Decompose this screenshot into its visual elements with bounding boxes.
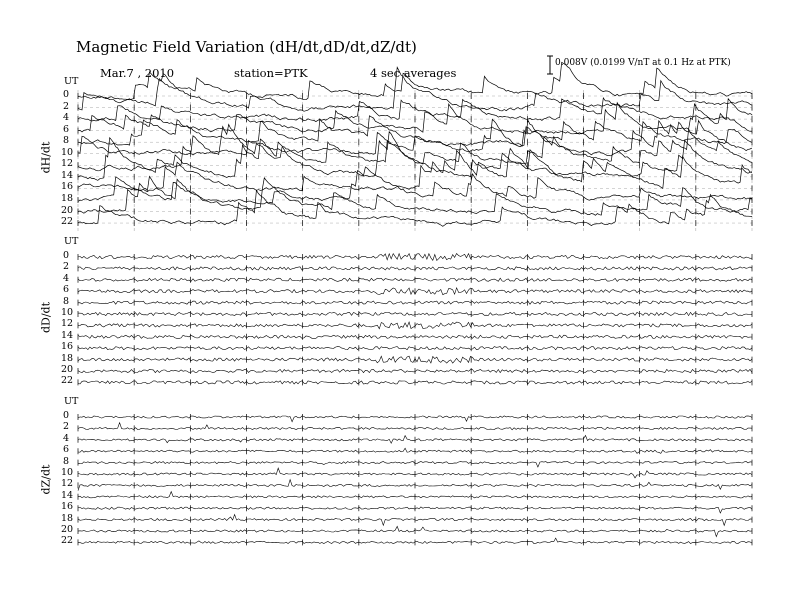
date-label: Mar.7 , 2010 — [100, 66, 175, 80]
row-label: 8 — [63, 295, 70, 307]
ut-label: UT — [64, 396, 79, 407]
row-label: 12 — [61, 478, 74, 490]
row-label: 12 — [61, 318, 74, 330]
row-label: 2 — [63, 261, 70, 273]
row-label: 0 — [63, 410, 70, 421]
row-label: 16 — [61, 181, 74, 193]
row-label: 8 — [63, 135, 70, 147]
row-label: 6 — [63, 444, 70, 456]
averaging-label: 4 sec averages — [370, 66, 457, 80]
row-label: 18 — [61, 512, 74, 524]
row-label: 2 — [63, 421, 70, 433]
row-label: 0 — [63, 89, 70, 100]
y-axis-label: dH/dt — [39, 141, 53, 174]
row-label: 20 — [61, 524, 74, 535]
row-label: 0 — [63, 250, 70, 261]
station-label: station=PTK — [234, 66, 308, 80]
row-label: 22 — [61, 216, 74, 228]
y-axis-label: dD/dt — [39, 301, 53, 334]
ut-label: UT — [64, 236, 79, 247]
row-label: 8 — [63, 455, 70, 467]
chart-title: Magnetic Field Variation (dH/dt,dD/dt,dZ/dt) — [76, 38, 417, 56]
row-label: 10 — [61, 146, 74, 158]
row-label: 6 — [63, 284, 70, 296]
row-label: 10 — [61, 307, 74, 318]
row-label: 14 — [61, 489, 74, 501]
row-label: 4 — [63, 272, 70, 284]
row-label: 10 — [61, 467, 74, 478]
row-label: 14 — [61, 329, 74, 341]
row-label: 20 — [61, 204, 74, 216]
row-label: 16 — [61, 501, 74, 513]
row-label: 18 — [61, 192, 74, 204]
row-label: 12 — [61, 158, 74, 170]
row-label: 4 — [63, 112, 70, 124]
ut-label: UT — [64, 76, 79, 87]
row-label: 16 — [61, 341, 74, 353]
row-label: 2 — [63, 100, 70, 112]
row-label: 20 — [61, 364, 74, 375]
row-label: 4 — [63, 432, 70, 444]
row-label: 6 — [63, 123, 70, 135]
row-label: 14 — [61, 169, 74, 181]
row-label: 22 — [61, 375, 74, 387]
row-label: 18 — [61, 352, 74, 364]
row-label: 22 — [61, 535, 74, 547]
y-axis-label: dZ/dt — [39, 464, 53, 495]
scale-label: 0.008V (0.0199 V/nT at 0.1 Hz at PTK) — [555, 58, 731, 68]
